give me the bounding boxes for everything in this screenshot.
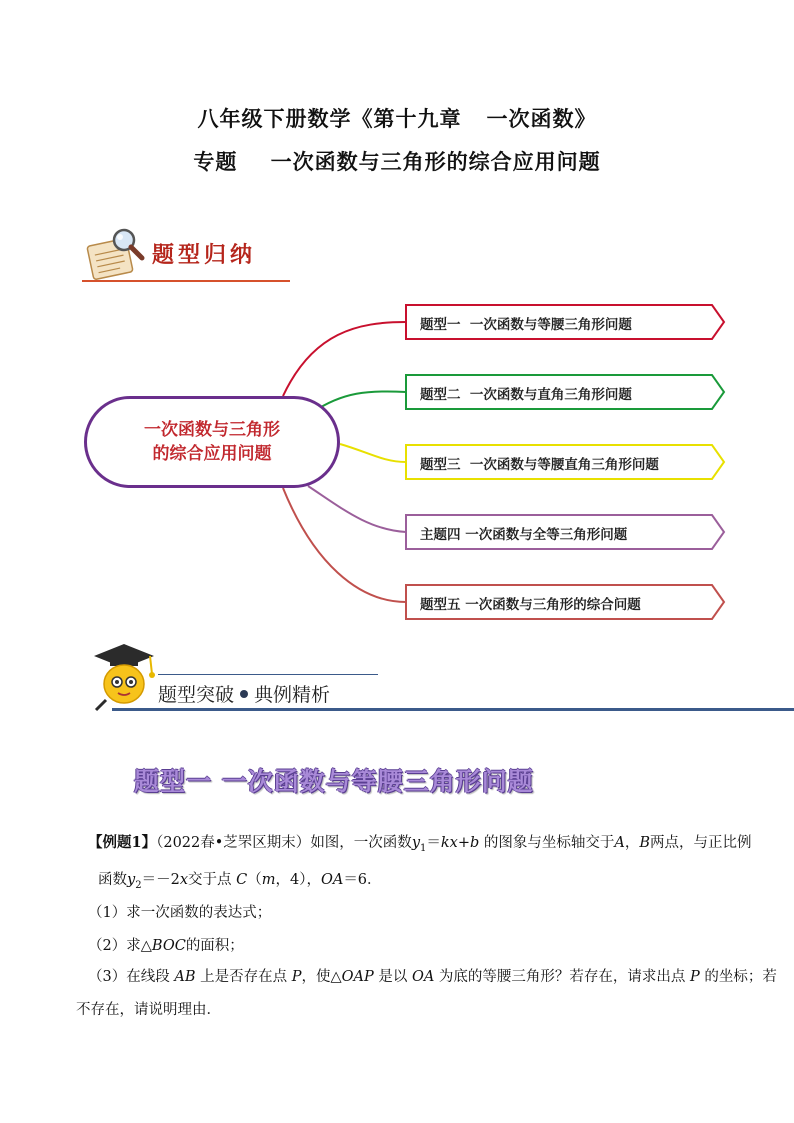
text-span: （	[247, 872, 262, 888]
breakthrough-label-b: 典例精析	[254, 684, 331, 706]
mindmap-branch-1	[404, 303, 724, 341]
mindmap-branch-3	[404, 443, 724, 481]
text-span: （2）求△	[88, 938, 152, 954]
math-var: OA	[320, 872, 344, 888]
math-var: OA	[411, 969, 435, 985]
breakthrough-header	[88, 640, 794, 715]
text-span: 的坐标；若	[699, 969, 777, 985]
math-var: P	[291, 969, 302, 985]
branch-2-label: 题型二 一次函数与直角三角形问题	[420, 387, 632, 403]
summary-header-rule	[82, 280, 290, 282]
text-span: ＝－2	[141, 872, 180, 888]
mindmap-branch-5	[404, 583, 724, 621]
topic-mindmap	[78, 292, 738, 632]
text-span: 为底的等腰三角形？若存在，请求出点	[434, 969, 691, 985]
text-span: ＝6．	[343, 872, 382, 888]
connector-branch-1	[283, 322, 406, 396]
breakthrough-top-rule	[158, 674, 378, 675]
text-span: 如图，一次函数	[310, 835, 412, 851]
center-node-line2: 的综合应用问题	[152, 444, 272, 464]
text-span: 是以	[373, 969, 412, 985]
math-var: C	[236, 872, 248, 888]
example-source: （2022春•芝罘区期末）	[156, 835, 311, 851]
text-span: ，4），	[275, 872, 321, 888]
math-var: x	[179, 872, 188, 888]
math-var: B	[639, 835, 651, 851]
branch-3-label: 题型三 一次函数与等腰直角三角形问题	[420, 457, 659, 473]
magnifier-notepad-icon	[84, 226, 150, 282]
question-3	[88, 967, 777, 987]
math-var: P	[690, 969, 700, 985]
math-var: OAP	[341, 969, 374, 985]
question-3-continuation: 不存在，请说明理由．	[76, 1002, 221, 1018]
connector-branch-4	[308, 486, 406, 532]
text-span: 交于点	[188, 872, 237, 888]
math-sub: 1	[420, 842, 427, 854]
summary-header-label: 题型归纳	[152, 243, 257, 268]
example1-line2	[98, 870, 382, 896]
bullet-dot	[240, 690, 248, 698]
text-span: ＝	[426, 835, 441, 851]
document-subtitle: 专题 一次函数与三角形的综合应用问题	[193, 150, 601, 174]
breakthrough-header-label	[158, 680, 330, 707]
mindmap-branch-2	[404, 373, 724, 411]
branch-1-label: 题型一 一次函数与等腰三角形问题	[420, 317, 632, 333]
math-var: kx+b	[440, 835, 480, 851]
breakthrough-label-a: 题型突破	[158, 684, 235, 706]
text-span: ，使△	[301, 969, 342, 985]
text-span: 上是否存在点	[195, 969, 292, 985]
mindmap-center-node	[84, 396, 340, 488]
center-node-line1: 一次函数与三角形	[144, 420, 280, 440]
branch-4-label: 主题四 一次函数与全等三角形问题	[420, 527, 628, 543]
summary-header	[80, 222, 295, 284]
math-var: A	[614, 835, 625, 851]
question-1: （1）求一次函数的表达式；	[88, 905, 272, 921]
math-var: y	[411, 835, 421, 851]
connector-branch-5	[283, 488, 406, 602]
document-title: 八年级下册数学《第十九章 一次函数》	[197, 107, 597, 131]
math-sub: 2	[135, 879, 142, 891]
example1-line1	[88, 833, 752, 859]
breakthrough-bottom-rule	[112, 708, 794, 711]
connector-branch-3	[340, 444, 406, 462]
math-var: AB	[174, 969, 196, 985]
math-var: BOC	[151, 938, 186, 954]
topic1-heading: 题型一 一次函数与等腰三角形问题	[134, 767, 534, 796]
text-span: 两点，与正比例	[650, 835, 752, 851]
text-span: （3）在线段	[88, 969, 175, 985]
text-span: ，	[624, 835, 640, 851]
question-2	[88, 936, 244, 956]
example-tag: 【例题1】	[88, 834, 157, 851]
text-span: 的面积；	[185, 938, 244, 954]
graduate-mascot-icon	[88, 640, 160, 712]
text-span: 的图象与坐标轴交于	[479, 835, 615, 851]
text-span: 函数	[98, 872, 127, 888]
math-var: y	[127, 872, 136, 888]
math-var: m	[261, 872, 276, 888]
branch-5-label: 题型五 一次函数与三角形的综合问题	[420, 597, 641, 613]
mindmap-branch-4	[404, 513, 724, 551]
